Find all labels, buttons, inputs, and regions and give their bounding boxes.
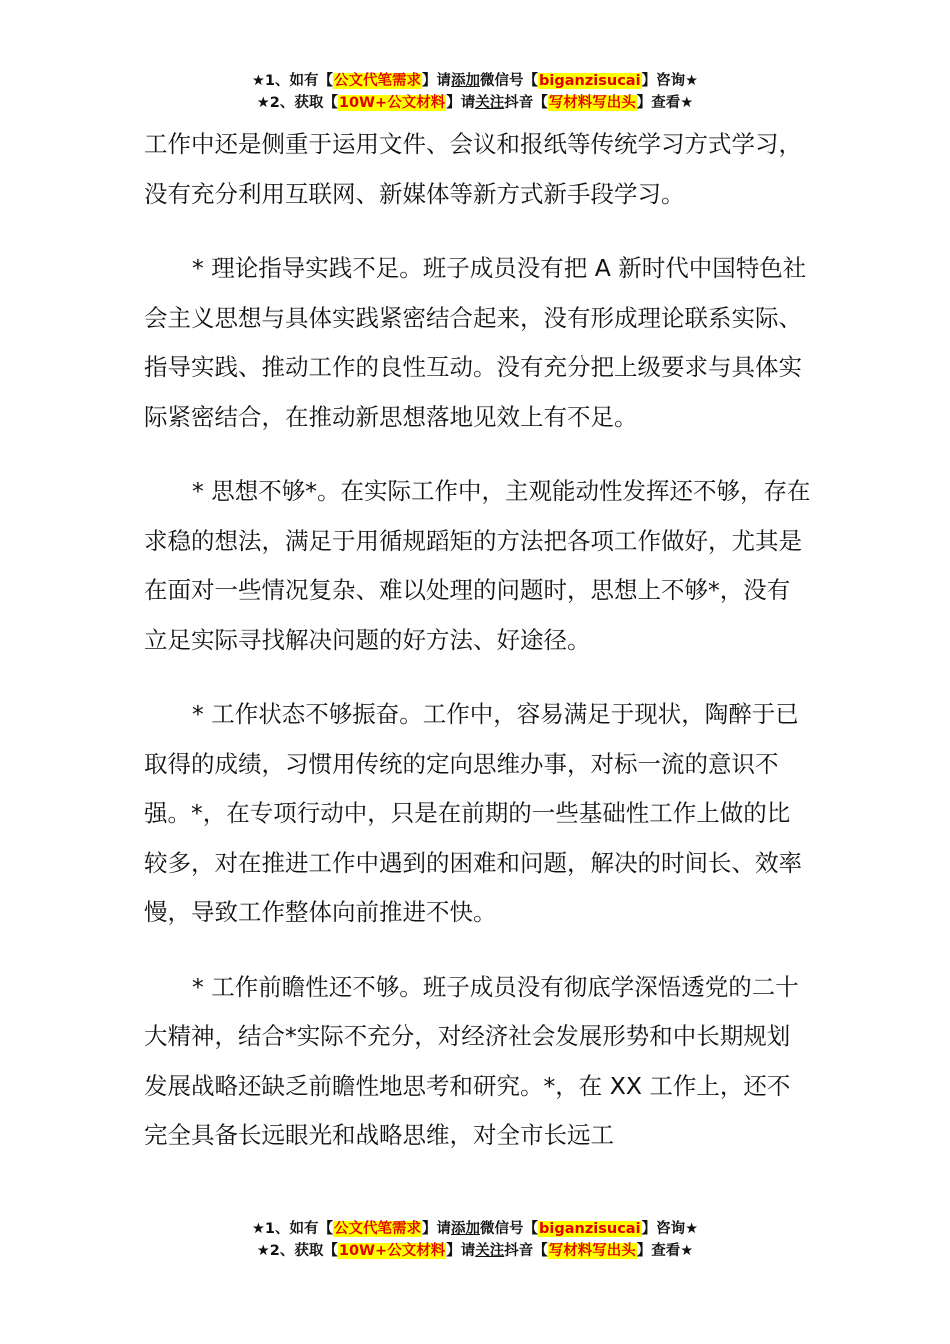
paragraph-1: 工作中还是侧重于运用文件、会议和报纸等传统学习方式学习，没有充分利用互联网、新媒体等新方式新手段学习。 bbox=[144, 130, 802, 208]
highlight-service: 公文代笔需求 bbox=[334, 1221, 422, 1237]
banner-line-1: ★1、如有【公文代笔需求】请添加微信号【biganzisucai】咨询★ bbox=[251, 1221, 699, 1237]
highlight-materials: 10W+公文材料 bbox=[338, 95, 446, 111]
banner-line-2: ★2、获取【10W+公文材料】请关注抖音【写材料写出头】查看★ bbox=[256, 1243, 694, 1259]
highlight-service: 公文代笔需求 bbox=[334, 73, 422, 89]
highlight-wechat-id: biganzisucai bbox=[539, 1221, 641, 1237]
banner-line-2: ★2、获取【10W+公文材料】请关注抖音【写材料写出头】查看★ bbox=[256, 95, 694, 111]
highlight-douyin: 写材料写出头 bbox=[548, 1243, 636, 1259]
document-body bbox=[144, 120, 812, 1186]
paragraph-2: * 理论指导实践不足。班子成员没有把 A 新时代中国特色社会主义思想与具体实践紧密结合起来，没有形成理论联系实际、指导实践、推动工作的良性互动。没有充分把上级要求与具体实际紧密结合，在推动新思想落地见效上有不足。 bbox=[144, 254, 807, 431]
highlight-materials: 10W+公文材料 bbox=[338, 1243, 446, 1259]
header-banner bbox=[0, 70, 950, 114]
footer-banner bbox=[0, 1218, 950, 1262]
banner-line-1: ★1、如有【公文代笔需求】请添加微信号【biganzisucai】咨询★ bbox=[251, 73, 699, 89]
paragraph-5: * 工作前瞻性还不够。班子成员没有彻底学深悟透党的二十大精神，结合*实际不充分，对经济社会发展形势和中长期规划发展战略还缺乏前瞻性地思考和研究。*，在 XX 工作上，还不完全具备长远眼光和战略思维，对全市长远工 bbox=[144, 972, 799, 1149]
highlight-douyin: 写材料写出头 bbox=[548, 95, 636, 111]
highlight-wechat-id: biganzisucai bbox=[539, 73, 641, 89]
paragraph-3: * 思想不够*。在实际工作中，主观能动性发挥还不够，存在求稳的想法，满足于用循规蹈矩的方法把各项工作做好，尤其是在面对一些情况复杂、难以处理的问题时，思想上不够*，没有立足实际寻找解决问题的好方法、好途径。 bbox=[144, 477, 811, 654]
paragraph-4: * 工作状态不够振奋。工作中，容易满足于现状，陶醉于已取得的成绩，习惯用传统的定向思维办事，对标一流的意识不强。*，在专项行动中，只是在前期的一些基础性工作上做的比较多，对在推进工作中遇到的困难和问题，解决的时间长、效率慢，导致工作整体向前推进不快。 bbox=[144, 700, 802, 926]
